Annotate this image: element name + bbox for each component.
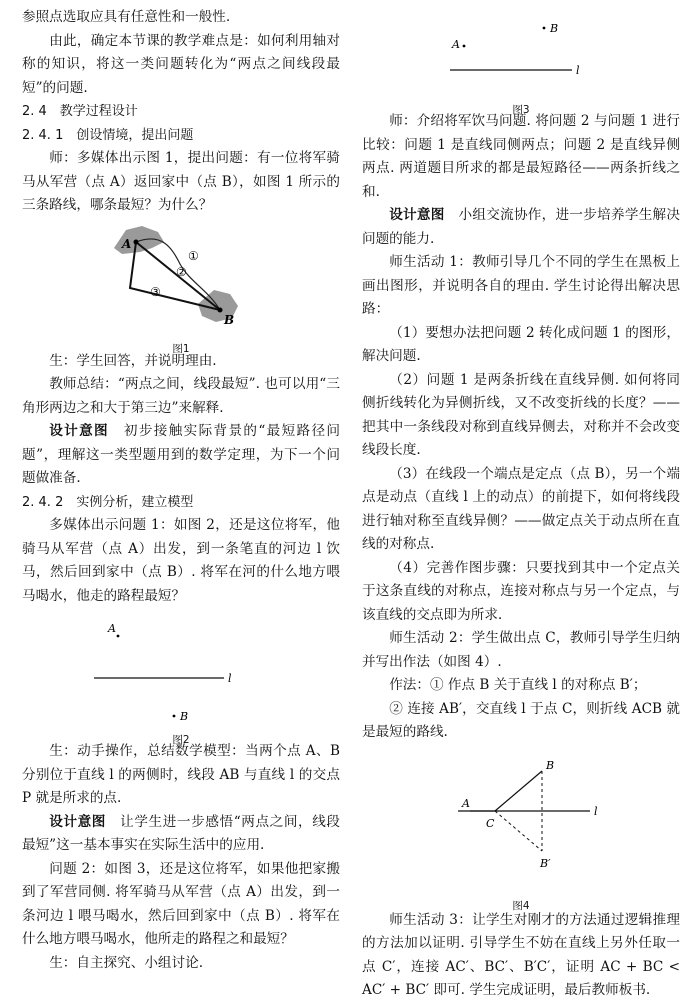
paragraph: 师生活动 3：让学生对刚才的方法通过逻辑推理的方法加以证明. 引导学生不妨在直线上另外任取一点 C′，连接 AC′、BC′、B′C′，证明 AC + BC < AC′ + BC′ 即可. 学生完成证明，最后教师板书. <box>362 911 680 998</box>
paragraph: 参照点选取应具有任意性和一般性. <box>22 9 231 25</box>
paragraph: 师：介绍将军饮马问题. 将问题 2 与问题 1 进行比较：问题 1 是直线同侧两点；问题 2 是直线异侧两点. 两道题目所求的都是最短路径——两条折线之和. <box>362 113 680 200</box>
figure-4-drawing <box>362 745 680 891</box>
paragraph: 问题 2：如图 3，还是这位将军，如果他把家搬到了军营同侧. 将军骑马从军营（点 A）出发，到一条河边 l 喂马喝水，然后回到家中（点 B）. 将军在什么地方喂马喝水，他所走的路程之和最短？ <box>22 860 340 947</box>
label-b: B <box>550 22 559 35</box>
list-item: （2）问题 1 是两条折线在直线异侧. 如何将同侧折线转化为异侧折线，又不改变折线的长度？——把其中一条线段对称到直线异侧去，对称并不会改变线段长度. <box>362 371 680 458</box>
paragraph <box>22 420 340 491</box>
figure-4-caption: 图4 <box>512 900 530 912</box>
point-b <box>543 27 546 30</box>
paragraph: 师生活动 1：教师引导几个不同的学生在黑板上画出图形，并说明各自的理由. 学生讨论得出解决思路： <box>362 254 680 317</box>
route-1-label: ① <box>188 248 199 263</box>
paragraph: 师生活动 2：学生做出点 C，教师引导学生归纳并写出作法（如图 4）. <box>362 630 680 670</box>
figure-2 <box>22 608 340 746</box>
point-a <box>134 239 139 244</box>
list-item: （3）在线段一个端点是定点（点 B），另一个端点是动点（直线 l 上的动点）的前提下，如何将线段进行轴对称至直线异侧？——做定点关于动点所在直线的对称点. <box>362 465 680 552</box>
paragraph: 生：学生回答，并说明理由. <box>49 352 217 369</box>
figure-1 <box>22 218 340 355</box>
label-a: A <box>452 38 460 51</box>
figure-1-caption: 图1 <box>172 343 190 355</box>
label-l: l <box>228 672 232 685</box>
design-intent-label: 设计意图 <box>49 423 109 439</box>
label-b-prime: B′ <box>540 856 551 870</box>
paragraph: 作法：① 作点 B 关于直线 l 的对称点 B′； <box>389 677 647 693</box>
route-2-label: ② <box>176 264 187 279</box>
label-l: l <box>594 804 598 818</box>
list-item: （4）完善作图步骤：只要找到其中一个定点关于这条直线的对称点，连接对称点与另一个定点，与该直线的交点即为所求. <box>362 559 680 623</box>
section-heading: 2. 4 教学过程设计 <box>22 104 138 119</box>
label-c: C <box>486 816 495 830</box>
paragraph: 教师总结：“两点之间，线段最短”. 也可以用“三角形两边之和大于第三边”来解释. <box>22 376 340 416</box>
right-column <box>362 6 680 1003</box>
label-b: B <box>224 312 235 327</box>
label-b: B <box>180 710 189 723</box>
figure-3-drawing <box>362 6 680 94</box>
design-intent-text: 初步接触实际背景的“最短路径问题”，理解这一类型题用到的数学定理，为下一个问题做准备. <box>22 423 341 486</box>
design-intent-label: 设计意图 <box>389 207 445 223</box>
paragraph <box>362 204 680 251</box>
point-a <box>117 635 120 638</box>
figure-2-caption: 图2 <box>172 733 190 746</box>
subsection-heading: 2. 4. 2 实例分析，建立模型 <box>22 494 194 510</box>
label-b: B <box>546 758 555 772</box>
segment-cb <box>495 771 542 811</box>
paragraph <box>22 811 340 858</box>
point-b <box>218 307 223 312</box>
design-intent-label: 设计意图 <box>49 813 106 830</box>
point-a <box>463 45 466 48</box>
left-column <box>22 6 340 975</box>
label-a: A <box>108 622 116 635</box>
paragraph: 师：多媒体出示图 1，提出问题：有一位将军骑马从军营（点 A）返回家中（点 B），如图 1 所示的三条路线，哪条最短？为什么？ <box>22 150 340 213</box>
label-a: A <box>122 236 132 251</box>
route-3-label: ③ <box>150 284 161 299</box>
figure-4 <box>362 745 680 912</box>
point-b <box>173 715 176 718</box>
figure-3-caption: 图3 <box>512 103 530 116</box>
paragraph: 生：动手操作，总结数学模型：当两个点 A、B 分别位于直线 l 的两侧时，线段 AB 与直线 l 的交点 P 就是所求的点. <box>22 743 340 806</box>
subsection-heading: 2. 4. 1 创设情境，提出问题 <box>22 127 194 143</box>
figure-1-drawing <box>22 218 340 334</box>
figure-2-drawing <box>22 608 340 724</box>
paragraph: 生：自主探究、小组讨论. <box>49 954 204 971</box>
label-l: l <box>576 64 580 77</box>
segment-cbp <box>495 811 542 851</box>
paragraph: ② 连接 AB′，交直线 l 于点 C，则折线 ACB 就是最短的路线. <box>362 700 680 740</box>
label-a: A <box>462 796 470 810</box>
design-intent-text: 让学生进一步感悟“两点之间，线段最短”这一基本事实在实际生活中的应用. <box>22 813 341 853</box>
figure-3 <box>362 6 680 116</box>
paragraph: 多媒体出示问题 1：如图 2，还是这位将军，他骑马从军营（点 A）出发，到一条笔直的河边 l 饮马，然后回到家中（点 B）. 将军在河的什么地方喂马喝水，他走的路程最短？ <box>22 517 340 604</box>
list-item: （1）要想办法把问题 2 转化成问题 1 的图形，解决问题. <box>362 324 680 364</box>
design-intent-text: 小组交流协作，进一步培养学生解决问题的能力. <box>362 207 681 247</box>
paragraph: 由此，确定本节课的教学难点是：如何利用轴对称的知识，将这一类问题转化为“两点之间线段最短”的问题. <box>22 32 340 96</box>
